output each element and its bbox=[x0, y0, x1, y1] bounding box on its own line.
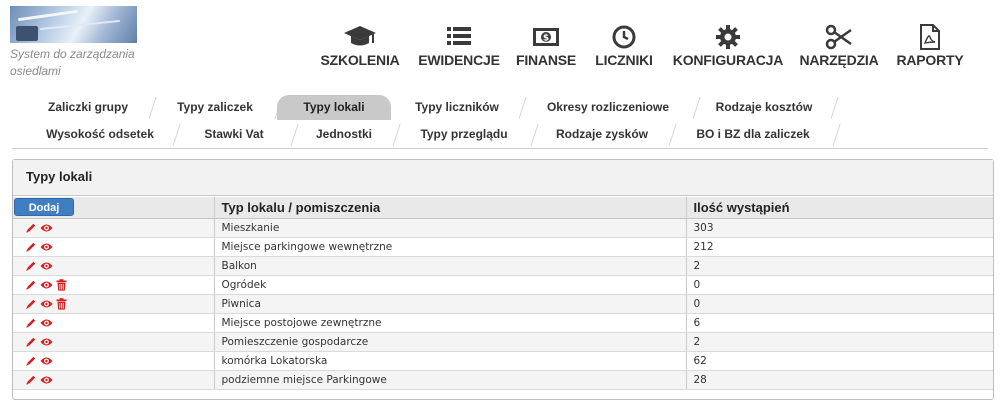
row-count: 212 bbox=[686, 237, 993, 256]
edit-icon[interactable] bbox=[25, 317, 37, 329]
edit-icon[interactable] bbox=[25, 260, 37, 272]
tab-typy-licznikow[interactable]: Typy liczników bbox=[395, 95, 519, 120]
row-actions bbox=[13, 218, 214, 237]
row-actions bbox=[13, 256, 214, 275]
table-row bbox=[13, 351, 993, 370]
edit-icon[interactable] bbox=[25, 279, 37, 291]
row-type: Pomieszczenie gospodarcze bbox=[214, 332, 686, 351]
delete-icon[interactable] bbox=[56, 279, 67, 291]
row-type: Miejsce postojowe zewnętrzne bbox=[214, 313, 686, 332]
tab-stawki-vat[interactable]: Stawki Vat bbox=[177, 122, 291, 147]
tab-bo-bz-zaliczek[interactable]: BO i BZ dla zaliczek bbox=[673, 122, 833, 147]
view-icon[interactable] bbox=[40, 279, 53, 291]
nav-finanse[interactable]: $ FINANSE bbox=[510, 24, 582, 70]
edit-icon[interactable] bbox=[25, 241, 37, 253]
table-row bbox=[13, 256, 993, 275]
table-row bbox=[13, 218, 993, 237]
graduation-cap-icon bbox=[343, 24, 377, 50]
row-count: 28 bbox=[686, 370, 993, 389]
tab-jednostki[interactable]: Jednostki bbox=[295, 122, 393, 147]
edit-icon[interactable] bbox=[25, 336, 37, 348]
row-count: 0 bbox=[686, 294, 993, 313]
add-button[interactable]: Dodaj bbox=[14, 198, 74, 216]
clock-icon bbox=[611, 24, 637, 50]
money-icon bbox=[531, 24, 561, 50]
svg-text:$: $ bbox=[542, 33, 550, 44]
panel-title: Typy lokali bbox=[13, 160, 993, 196]
table-row bbox=[13, 237, 993, 256]
edit-icon[interactable] bbox=[25, 298, 37, 310]
table-row bbox=[13, 332, 993, 351]
row-actions bbox=[13, 370, 214, 389]
column-header-type: Typ lokalu / pomiszczenia bbox=[214, 197, 686, 218]
list-icon bbox=[445, 24, 473, 50]
view-icon[interactable] bbox=[40, 374, 53, 386]
row-actions bbox=[13, 294, 214, 313]
delete-icon[interactable] bbox=[56, 298, 67, 310]
nav-ewidencje[interactable]: EWIDENCJE bbox=[416, 24, 502, 70]
tab-okresy-rozliczeniowe[interactable]: Okresy rozliczeniowe bbox=[523, 95, 693, 120]
tab-rodzaje-zyskow[interactable]: Rodzaje zysków bbox=[535, 122, 669, 147]
row-count: 62 bbox=[686, 351, 993, 370]
tab-typy-lokali[interactable]: Typy lokali bbox=[277, 95, 391, 120]
types-panel bbox=[12, 159, 994, 400]
view-icon[interactable] bbox=[40, 298, 53, 310]
table-row bbox=[13, 294, 993, 313]
row-actions bbox=[13, 237, 214, 256]
view-icon[interactable] bbox=[40, 222, 53, 234]
row-count: 303 bbox=[686, 218, 993, 237]
table-row bbox=[13, 370, 993, 389]
column-header-count: Ilość wystąpień bbox=[686, 197, 993, 218]
table-header-row bbox=[13, 197, 993, 218]
tab-rodzaje-kosztow[interactable]: Rodzaje kosztów bbox=[697, 95, 831, 120]
logo-text: System do zarządzania osiedlami bbox=[10, 47, 135, 78]
row-type: Mieszkanie bbox=[214, 218, 686, 237]
row-count: 2 bbox=[686, 332, 993, 351]
nav-konfiguracja[interactable]: KONFIGURACJA bbox=[672, 24, 784, 70]
table-row bbox=[13, 313, 993, 332]
types-table bbox=[13, 197, 993, 390]
view-icon[interactable] bbox=[40, 355, 53, 367]
edit-icon[interactable] bbox=[25, 222, 37, 234]
edit-icon[interactable] bbox=[25, 355, 37, 367]
pdf-file-icon bbox=[919, 24, 941, 50]
actions-header bbox=[13, 197, 214, 218]
row-actions bbox=[13, 351, 214, 370]
row-type: Piwnica bbox=[214, 294, 686, 313]
row-count: 6 bbox=[686, 313, 993, 332]
row-actions bbox=[13, 275, 214, 294]
tab-typy-zaliczek[interactable]: Typy zaliczek bbox=[155, 95, 275, 120]
row-type: Ogródek bbox=[214, 275, 686, 294]
tabs-divider bbox=[12, 148, 988, 149]
row-type: komórka Lokatorska bbox=[214, 351, 686, 370]
scissors-icon bbox=[825, 24, 853, 50]
nav-szkolenia[interactable]: SZKOLENIA bbox=[312, 24, 408, 70]
row-type: Miejsce parkingowe wewnętrzne bbox=[214, 237, 686, 256]
nav-raporty[interactable]: RAPORTY bbox=[894, 24, 966, 70]
row-actions bbox=[13, 332, 214, 351]
view-icon[interactable] bbox=[40, 241, 53, 253]
row-count: 0 bbox=[686, 275, 993, 294]
view-icon[interactable] bbox=[40, 336, 53, 348]
row-type: podziemne miejsce Parkingowe bbox=[214, 370, 686, 389]
logo-image bbox=[10, 6, 137, 43]
row-type: Balkon bbox=[214, 256, 686, 275]
gear-icon bbox=[715, 24, 741, 50]
nav-narzedzia[interactable]: NARZĘDZIA bbox=[798, 24, 880, 70]
tab-typy-przegladu[interactable]: Typy przeglądu bbox=[397, 122, 531, 147]
edit-icon[interactable] bbox=[25, 374, 37, 386]
nav-liczniki[interactable]: LICZNIKI bbox=[588, 24, 660, 70]
view-icon[interactable] bbox=[40, 260, 53, 272]
table-row bbox=[13, 275, 993, 294]
row-count: 2 bbox=[686, 256, 993, 275]
view-icon[interactable] bbox=[40, 317, 53, 329]
tab-zaliczki-grupy[interactable]: Zaliczki grupy bbox=[27, 95, 149, 120]
row-actions bbox=[13, 313, 214, 332]
tab-wysokosc-odsetek[interactable]: Wysokość odsetek bbox=[27, 122, 173, 147]
